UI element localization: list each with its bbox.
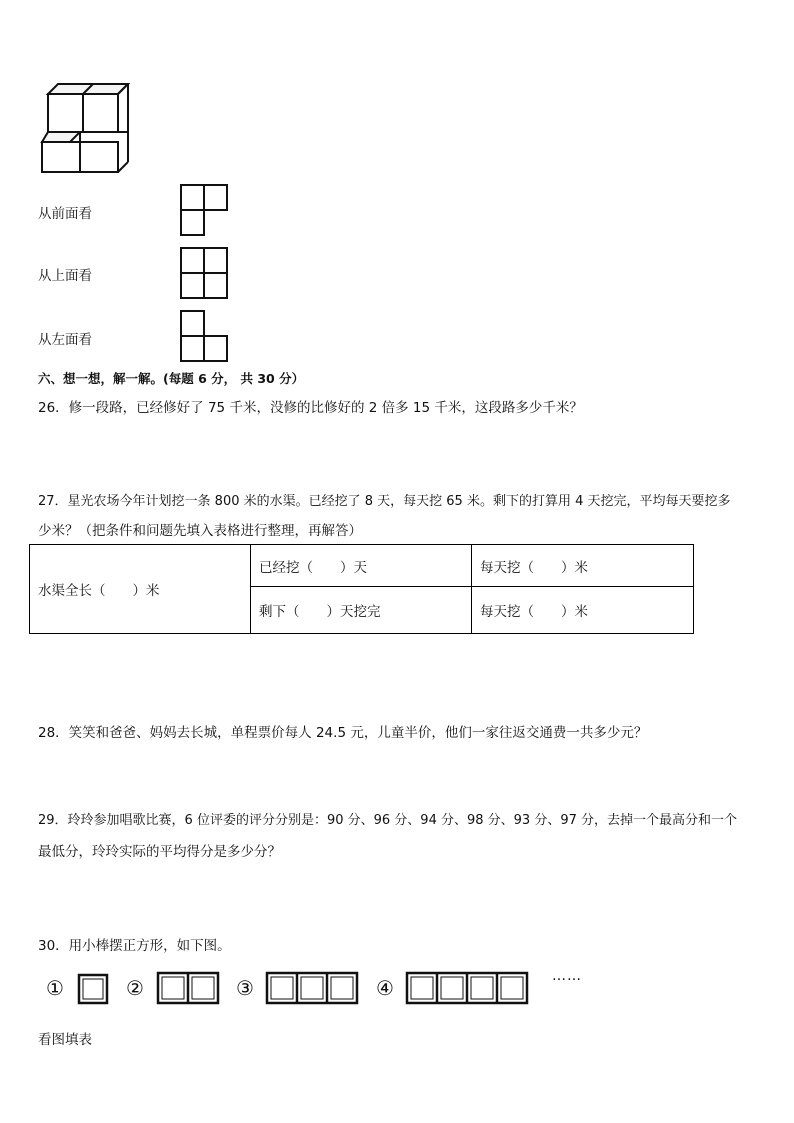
view-label-front: 从前面看: [38, 206, 92, 222]
top-view-figure: [180, 247, 230, 301]
question-30-fill-table: 看图填表: [38, 1032, 92, 1048]
figure-ellipsis: ……: [552, 968, 582, 984]
question-28: 28．笑笑和爸爸、妈妈去长城，单程票价每人 24.5 元，儿童半价，他们一家往返交通费一共多少元？: [38, 725, 648, 741]
stick-squares-1: [76, 972, 110, 1006]
question-30: 30．用小棒摆正方形，如下图。: [38, 938, 231, 954]
question-27-line2: 少米？（把条件和问题先填入表格进行整理，再解答）: [38, 523, 362, 539]
table-cell-total-length[interactable]: 水渠全长（ ）米: [30, 545, 251, 634]
table-cell-dug-per-day[interactable]: 每天挖（ ）米: [472, 545, 694, 587]
question-29-line1: 29．玲玲参加唱歌比赛，6 位评委的评分分别是：90 分、96 分、94 分、98 分、93 分、97 分，去掉一个最高分和一个: [38, 813, 737, 828]
view-label-top: 从上面看: [38, 268, 92, 284]
view-label-left: 从左面看: [38, 332, 92, 348]
figure-label-3: ③: [236, 976, 254, 1000]
stick-squares-3: [264, 970, 362, 1006]
figure-label-4: ④: [376, 976, 394, 1000]
table-cell-remaining-per-day[interactable]: 每天挖（ ）米: [472, 587, 694, 634]
front-view-figure: [180, 184, 230, 238]
cube-solid-figure: [38, 80, 133, 175]
figure-label-1: ①: [46, 976, 64, 1000]
question-27-table: [29, 544, 694, 634]
question-29-line2: 最低分，玲玲实际的平均得分是多少分？: [38, 844, 281, 860]
table-cell-dug-days[interactable]: 已经挖（ ）天: [251, 545, 472, 587]
left-view-figure: [180, 310, 230, 364]
table-cell-remaining-days[interactable]: 剩下（ ）天挖完: [251, 587, 472, 634]
stick-squares-2: [155, 970, 221, 1006]
question-26: 26．修一段路，已经修好了 75 千米，没修的比修好的 2 倍多 15 千米，这段路多少千米？: [38, 400, 583, 416]
question-27-line1: 27．星光农场今年计划挖一条 800 米的水渠。已经挖了 8 天，每天挖 65 米。剩下的打算用 4 天挖完，平均每天要挖多: [38, 494, 731, 509]
section-six-title: 六、想一想，解一解。(每题 6 分， 共 30 分）: [38, 371, 305, 386]
stick-squares-4: [404, 970, 532, 1006]
figure-label-2: ②: [126, 976, 144, 1000]
